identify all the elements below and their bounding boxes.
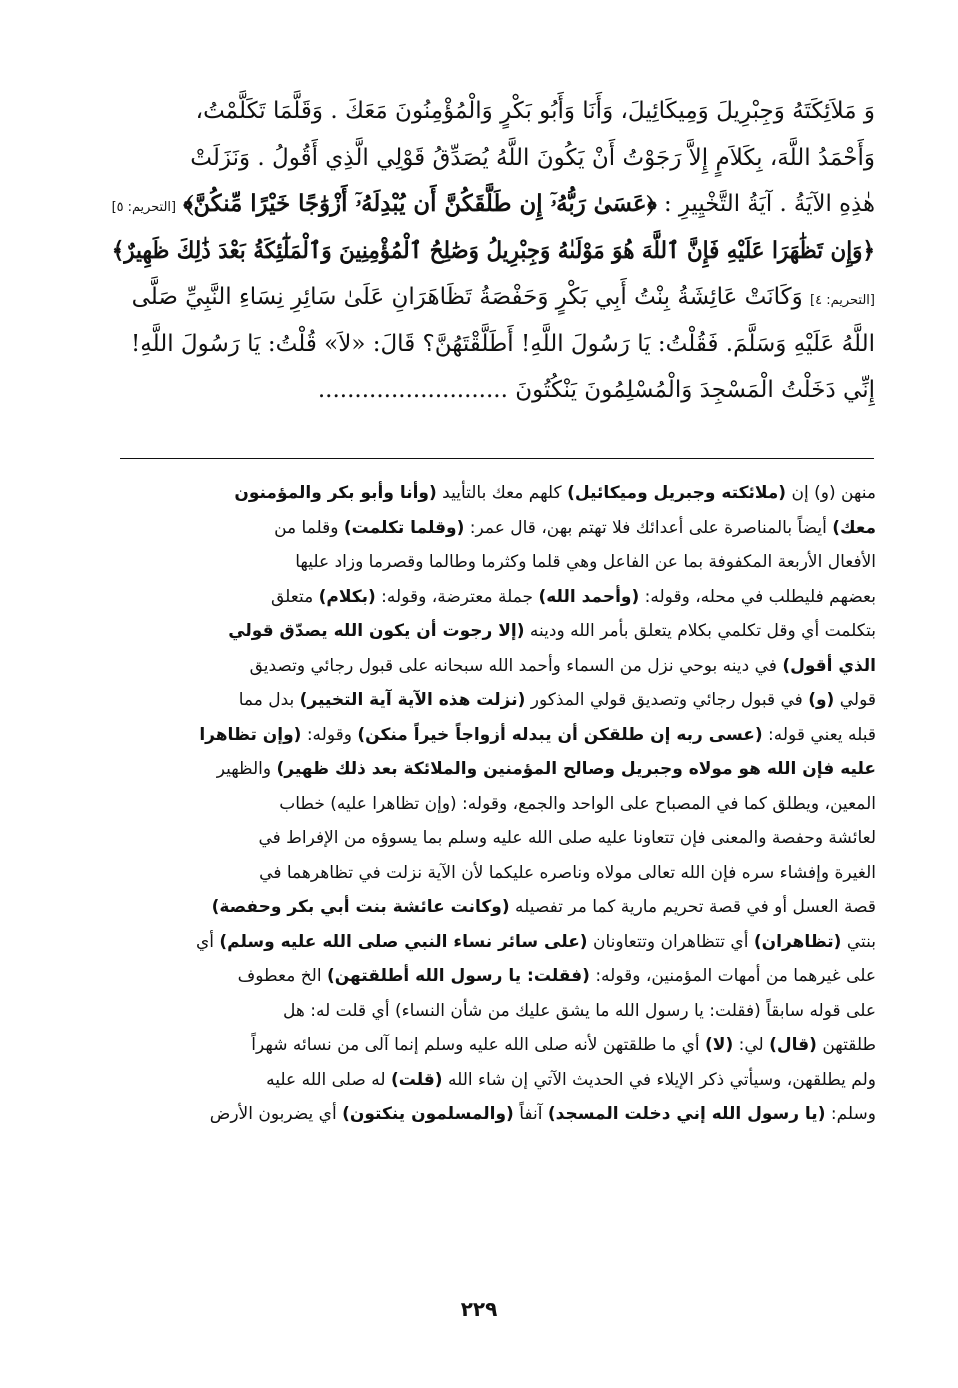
commentary-segment: أي تتظاهران وتتعاونان xyxy=(587,931,754,952)
commentary-line xyxy=(108,1097,876,1132)
hadith-line-text: وَكَانَتْ عَائِشَةُ بِنْتُ أَبِي بَكْرٍ وَحَفْصَةُ تَظَاهَرَانِ عَلَىٰ سَائِرِ نِسَاءِ النَّبِيِّ صَلَّى xyxy=(131,284,803,310)
quran-verse: ﴿وَإِن تَظَٰهَرَا عَلَيْهِ فَإِنَّ ٱللَّهَ هُوَ مَوْلَىٰهُ وَجِبْرِيلُ وَصَٰلِحُ ٱلْمُؤْمِنِينَ وَٱلْمَلَٰٓئِكَةُ بَعْدَ ذَٰلِكَ ظَهِيرٌ﴾ xyxy=(111,236,875,264)
commentary-segment: الخ معطوف xyxy=(237,966,327,986)
commentary-segment: بدل مما xyxy=(238,690,300,710)
commentary-line xyxy=(108,511,876,546)
commentary-quote: (قال) xyxy=(769,1035,817,1055)
commentary-segment: كلهم معك بالتأييد xyxy=(436,483,568,503)
commentary-quote: (عسى ربه إن طلقكن أن يبدله أزواجاً خيراً منكن) xyxy=(357,724,763,745)
commentary-quote: (قلت) xyxy=(390,1069,443,1090)
commentary-line xyxy=(108,925,876,960)
commentary-segment: بعضهم فليطلب في محله، وقوله: xyxy=(639,586,876,607)
commentary-segment: وسلم: xyxy=(825,1104,876,1124)
commentary-quote: (والمسلمون ينكتون) xyxy=(342,1104,514,1124)
commentary-segment: منهن (و) إن xyxy=(786,483,876,503)
commentary-line xyxy=(108,476,876,511)
commentary-quote: (إلا رجوت أن يكون الله يصدّق قولي xyxy=(228,621,525,641)
hadith-line xyxy=(112,274,875,321)
commentary-line xyxy=(108,545,876,580)
commentary-line xyxy=(108,580,876,615)
commentary-segment: قولي xyxy=(834,690,876,710)
commentary-quote: (وأحمد الله) xyxy=(538,586,640,607)
commentary-quote: (على سائر نساء النبي صلى الله عليه وسلم) xyxy=(219,931,588,952)
commentary-segment: متعلق xyxy=(270,586,319,607)
commentary-line xyxy=(108,752,876,787)
commentary-line xyxy=(108,821,876,856)
commentary-quote: (و) xyxy=(808,690,835,710)
commentary-line xyxy=(108,994,876,1029)
hadith-line-text: هٰذِهِ الآيَةُ . آيَةُ التَّخْيِيرِ : xyxy=(663,191,875,217)
verse-reference: [التحريم: ٥] xyxy=(112,200,176,215)
commentary-quote: (ملائكته وجبريل وميكائيل) xyxy=(567,483,787,503)
commentary-quote: (وأنا وأبو بكر والمؤمنون xyxy=(234,483,437,503)
hadith-line xyxy=(112,228,875,275)
commentary-segment: على قوله سابقاً (فقلت: يا رسول الله ما يشق عليك من شأن النساء) أي قلت له: هل xyxy=(283,1000,876,1021)
commentary-segment: له صلى الله عليه xyxy=(266,1069,391,1090)
commentary-segment: لعائشة وحفصة والمعنى فإن تتعاونا عليه صلى الله عليه وسلم بما يسوؤه من الإفراط في xyxy=(258,828,876,848)
commentary-segment: جملة معترضة، وقوله: xyxy=(375,586,539,607)
commentary-quote: (وإن تظاهرا xyxy=(199,724,302,745)
commentary-segment: على غيرهما من أمهات المؤمنين، وقوله: xyxy=(589,966,876,986)
commentary-segment: الأفعال الأربعة المكفوفة بما عن الفاعل وهي قلما وكثرما وطالما وقصرما وزاد عليها xyxy=(295,552,876,572)
commentary-line xyxy=(108,614,876,649)
commentary-segment: آنفاً xyxy=(513,1104,548,1124)
commentary-segment: أيضاً بالمناصرة على أعدائك فلا تهتم بهن، قال عمر: xyxy=(464,517,833,538)
commentary-segment: أي xyxy=(195,931,220,952)
hadith-line: وَأَحْمَدُ اللَّهَ، بِكَلاَمٍ إِلاَّ رَجَوْتُ أَنْ يَكُونَ اللَّهُ يُصَدِّقُ قَوْلِي الَّذِي أَقُولُ . وَنَزَلَتْ xyxy=(190,144,875,171)
hadith-line xyxy=(112,181,875,228)
commentary-segment: قصة العسل أو في قصة تحريم مارية كما مر تفصيله xyxy=(509,897,876,917)
hadith-line: اللَّهُ عَلَيْهِ وَسَلَّمَ. فَقُلْتُ: يَا رَسُولَ اللَّهِ! أَطَلَّقْتَهُنَّ؟ قَالَ: «لاَ» قُلْتُ: يَا رَسُولَ اللَّهِ! xyxy=(131,330,875,357)
commentary-quote: (يا رسول الله إني دخلت المسجد) xyxy=(547,1104,826,1124)
commentary-segment: أي يضربون الأرض xyxy=(209,1104,343,1124)
commentary-line xyxy=(108,649,876,684)
quran-verse: ﴿عَسَىٰ رَبُّهُۥٓ إِن طَلَّقَكُنَّ أَن يُبْدِلَهُۥٓ أَزْوَٰجًا خَيْرًا مِّنكُنَّ﴾ xyxy=(183,190,657,217)
commentary-segment: طلقتهن xyxy=(816,1035,876,1055)
commentary-segment: بنتي xyxy=(841,931,876,952)
commentary-segment: والظهير xyxy=(216,759,277,779)
commentary-quote: (بكلام) xyxy=(318,586,376,607)
commentary-segment: ولم يطلقهن، وسيأتي ذكر الإيلاء في الحديث الآتي إن شاء الله xyxy=(442,1069,876,1090)
commentary-quote: الذي أقول) xyxy=(782,655,876,676)
commentary-quote: (وكانت عائشة بنت أبي بكر وحفصة) xyxy=(211,897,510,917)
commentary-segment: الغيرة وإفشاء سره فإن الله تعالى مولاه وناصره عليكما لأن الآية نزلت في تظاهرهما في xyxy=(259,862,876,883)
commentary-line xyxy=(108,890,876,925)
footnote-divider xyxy=(120,458,874,459)
commentary-quote: (وقلما تكلمت) xyxy=(343,517,465,538)
verse-reference: [التحريم: ٤] xyxy=(810,293,875,308)
page-number: ٢٢٩ xyxy=(460,1297,498,1321)
commentary-segment: بتكلمت أي وقل تكلمي بكلام يتعلق بأمر الله ودينه xyxy=(524,621,876,641)
commentary-line xyxy=(108,1028,876,1063)
hadith-text xyxy=(112,88,875,414)
commentary-quote: (نزلت هذه الآية آية التخيير) xyxy=(299,690,526,710)
commentary-segment: لي: xyxy=(733,1035,770,1055)
commentary-line xyxy=(108,683,876,718)
commentary-quote: (تظاهران) xyxy=(753,931,842,952)
commentary-segment: أي ما طلقتهن لأنه صلى الله عليه وسلم إنما آلى من نسائه شهراً xyxy=(251,1035,706,1055)
commentary-segment: وقوله: xyxy=(301,724,358,745)
commentary-line xyxy=(108,959,876,994)
commentary-quote: عليه فإن الله هو مولاه وجبريل وصالح المؤمنين والملائكة بعد ذلك ظهير) xyxy=(276,759,876,779)
hadith-line: إِنِّي دَخَلْتُ الْمَسْجِدَ وَالْمُسْلِمُونَ يَنْكُتُونَ .......................... xyxy=(317,377,875,403)
commentary-quote: (فقلت: يا رسول الله أطلقتهن) xyxy=(326,966,590,986)
commentary-line xyxy=(108,856,876,891)
commentary-quote: معك) xyxy=(832,517,876,538)
commentary-quote: (لا) xyxy=(705,1035,734,1055)
commentary-segment: في دينه بوحي نزل من السماء وأحمد الله سبحانه على قبول رجائي وتصديق xyxy=(249,655,783,676)
hadith-line: وَ مَلاَئِكَتَهُ وَجِبْرِيلَ وَمِيكَائِيلَ، وَأَنَا وَأَبُو بَكْرٍ وَالْمُؤْمِنُونَ مَعَكَ . وَقَلَّمَا تَكَلَّمْتُ، xyxy=(195,98,875,124)
commentary-segment: قبله يعني قوله: xyxy=(762,724,876,745)
commentary-segment: في قبول رجائي وتصديق قولي المذكور xyxy=(525,690,809,710)
commentary-segment: وقلما من xyxy=(274,517,344,538)
commentary-line xyxy=(108,718,876,753)
commentary-line xyxy=(108,1063,876,1098)
commentary-segment: المعين، ويطلق كما في المصباح على الواحد والجمع، وقوله: (وإن تظاهرا عليه) خطاب xyxy=(279,793,876,814)
commentary-text xyxy=(108,476,876,1132)
commentary-line xyxy=(108,787,876,822)
